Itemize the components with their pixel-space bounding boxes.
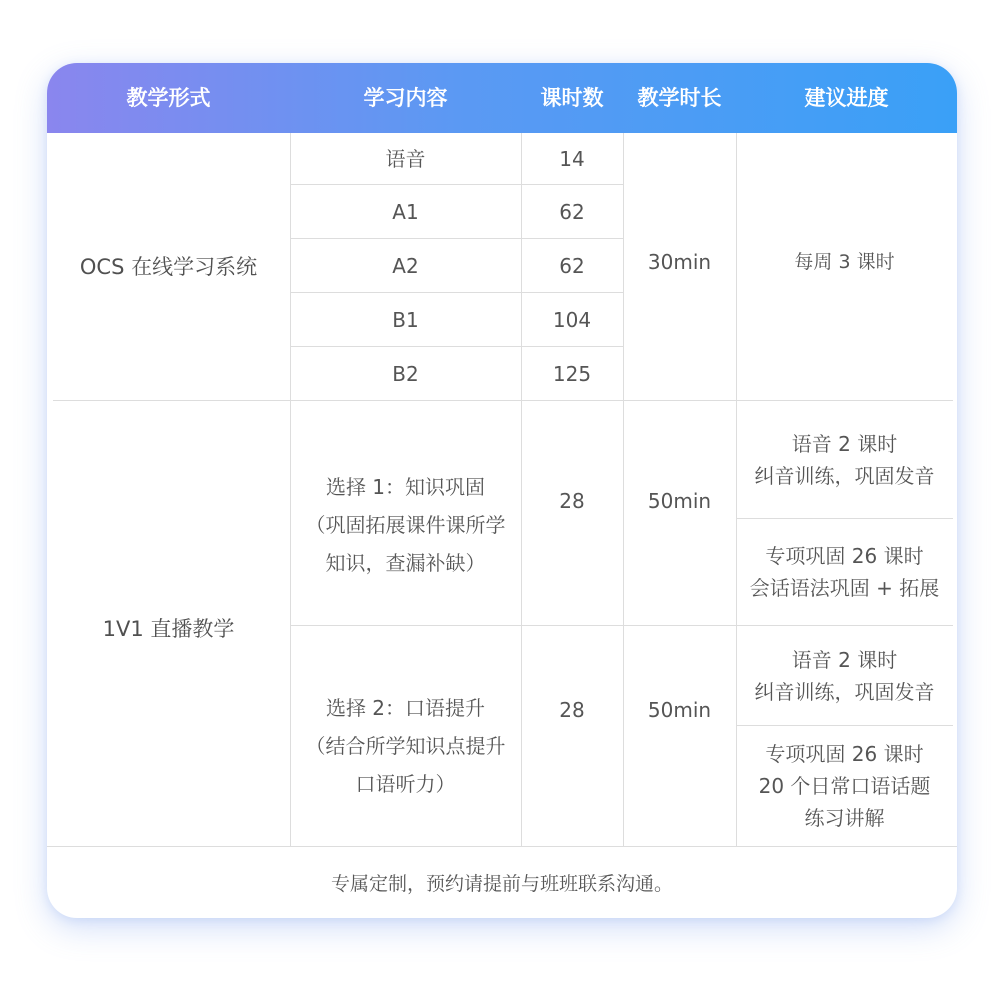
table-header bbox=[47, 63, 957, 133]
progress-line: 会话语法巩固 + 拓展 bbox=[749, 576, 940, 600]
progress-line: 纠音训练，巩固发音 bbox=[754, 679, 935, 704]
header-hours: 课时数 bbox=[540, 86, 604, 110]
option1-duration-cell: 50min bbox=[647, 489, 712, 513]
progress-line: 专项巩固 26 课时 bbox=[765, 742, 924, 766]
progress-line: 纠音训练，巩固发音 bbox=[754, 463, 935, 488]
ocs-hours-cell: 62 bbox=[559, 199, 585, 224]
course-table-card bbox=[47, 63, 957, 918]
progress-line: 20 个日常口语话题 bbox=[758, 774, 931, 798]
ocs-form-cell: OCS 在线学习系统 bbox=[79, 254, 258, 279]
option1-content-cell bbox=[290, 425, 521, 625]
ocs-hours-cell: 125 bbox=[552, 361, 592, 386]
ocs-content-cell: A1 bbox=[392, 199, 419, 224]
ocs-hours-cell: 104 bbox=[552, 307, 592, 332]
progress-line: 专项巩固 26 课时 bbox=[765, 544, 924, 568]
option2-content-line: 口语听力） bbox=[355, 772, 456, 796]
ocs-progress-cell: 每周 3 课时 bbox=[794, 250, 895, 273]
option1-progress-a bbox=[736, 401, 953, 518]
progress-line: 练习讲解 bbox=[804, 806, 885, 830]
option1-content-line: 选择 1：知识巩固 bbox=[325, 475, 486, 499]
ocs-content-cell: B2 bbox=[392, 361, 419, 386]
ocs-content-cell: 语音 bbox=[385, 146, 426, 171]
live-form-cell: 1V1 直播教学 bbox=[102, 616, 235, 641]
option2-hours-cell: 28 bbox=[559, 698, 585, 722]
option2-progress-b bbox=[736, 726, 953, 846]
ocs-hours-cell: 62 bbox=[559, 253, 585, 278]
option1-content-line: （巩固拓展课件课所学 bbox=[305, 513, 506, 537]
option1-progress-b bbox=[736, 519, 953, 625]
ocs-content-cell: B1 bbox=[392, 307, 419, 332]
option2-duration-cell: 50min bbox=[647, 698, 712, 722]
progress-line: 语音 2 课时 bbox=[791, 647, 898, 672]
header-progress: 建议进度 bbox=[804, 86, 889, 110]
header-duration: 教学时长 bbox=[637, 86, 722, 110]
ocs-content-cell: A2 bbox=[392, 253, 419, 278]
option1-hours-cell: 28 bbox=[559, 489, 585, 513]
header-teaching-form: 教学形式 bbox=[126, 86, 211, 110]
ocs-duration-cell: 30min bbox=[647, 249, 712, 274]
option2-content-line: （结合所学知识点提升 bbox=[305, 734, 506, 758]
option2-progress-a bbox=[736, 626, 953, 725]
footer-note: 专属定制，预约请提前与班班联系沟通。 bbox=[330, 873, 673, 895]
option2-content-cell bbox=[290, 646, 521, 846]
progress-line: 语音 2 课时 bbox=[791, 431, 898, 456]
option1-content-line: 知识，查漏补缺） bbox=[325, 551, 486, 575]
header-content: 学习内容 bbox=[363, 86, 448, 110]
ocs-hours-cell: 14 bbox=[559, 146, 585, 171]
option2-content-line: 选择 2：口语提升 bbox=[325, 696, 486, 720]
